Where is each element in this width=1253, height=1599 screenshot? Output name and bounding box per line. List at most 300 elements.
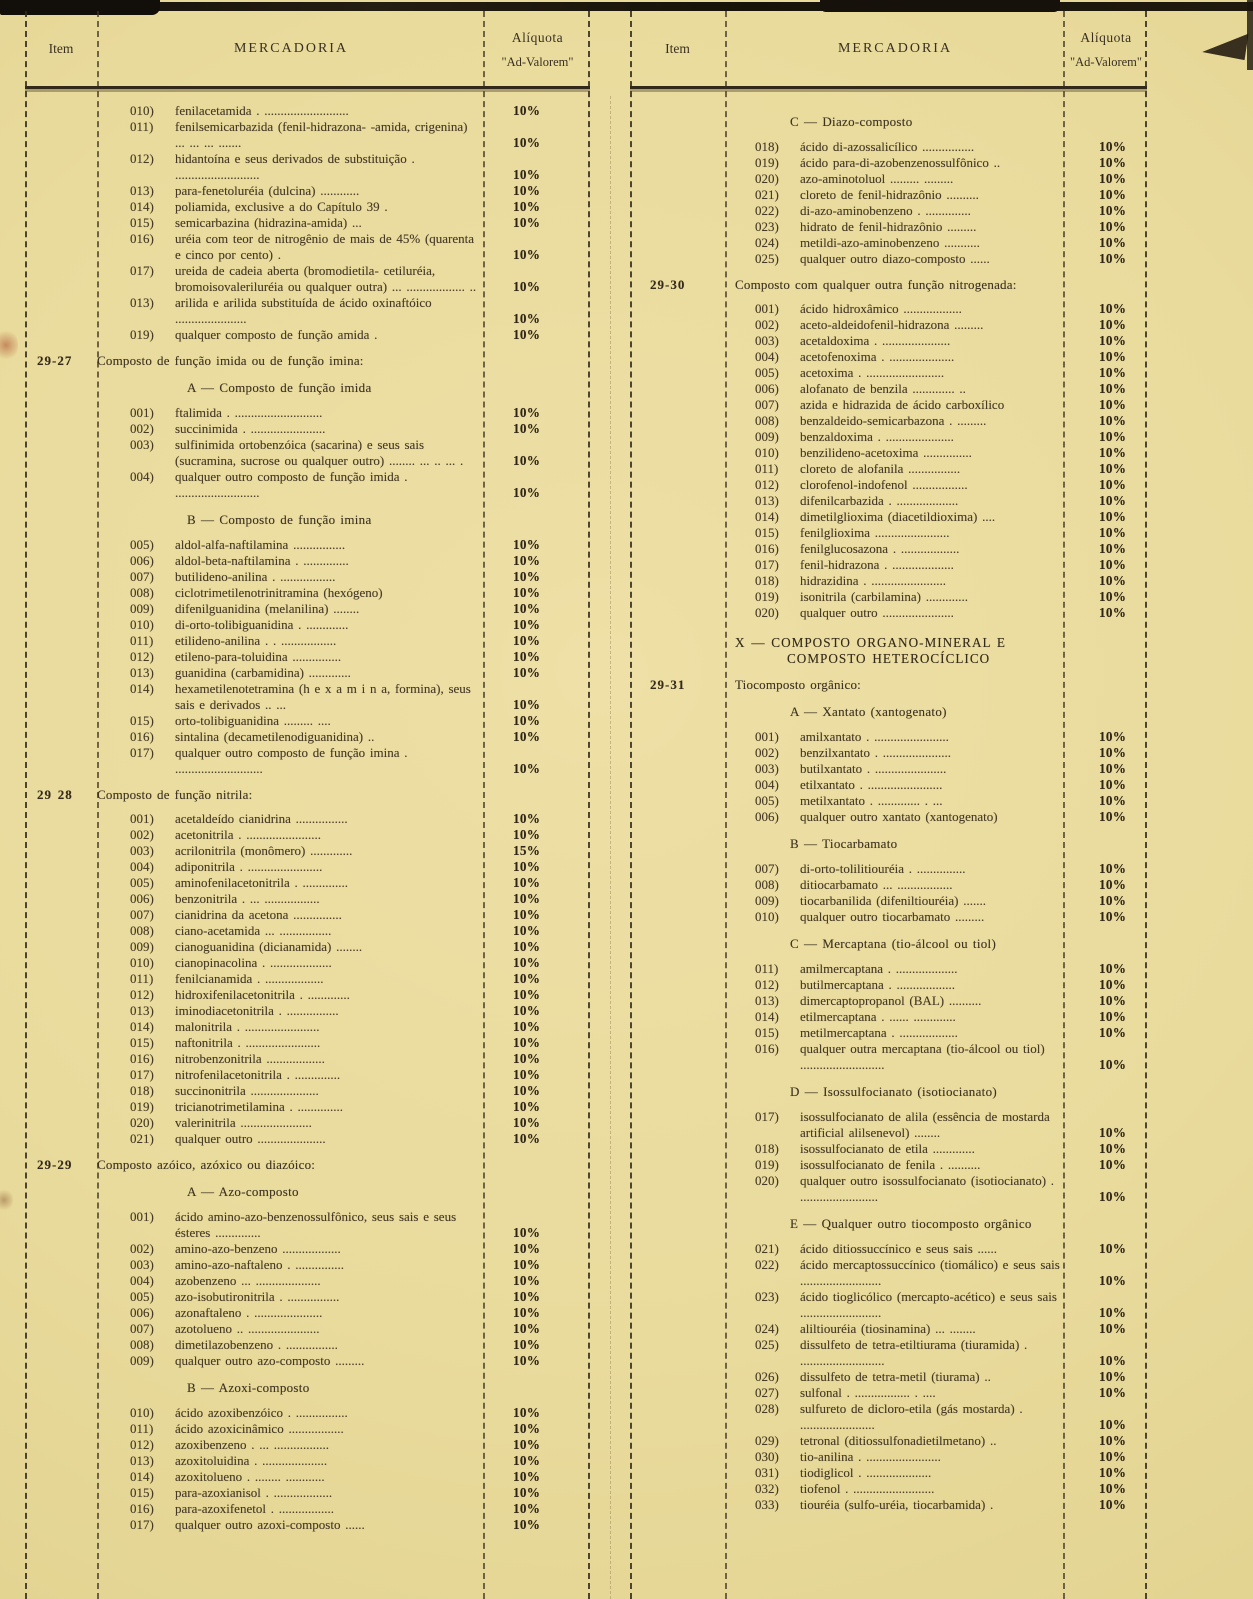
row-item-code: 020) (130, 1115, 154, 1130)
row-rate: 10% (513, 453, 541, 468)
section-row (25, 1157, 590, 1173)
column-header-aliquota (1065, 28, 1147, 70)
row-rate: 10% (513, 405, 541, 420)
row-rate: 10% (1099, 171, 1127, 186)
row-rate: 15% (513, 843, 541, 858)
row-description: nitrobenzonitrila .................. (175, 1051, 325, 1066)
row-rate: 10% (1099, 1481, 1127, 1496)
row-item-code: 010) (755, 909, 779, 924)
row-description: dissulfeto de tetra-metil (tiurama) .. (800, 1369, 991, 1384)
row-item-code: 008) (130, 585, 154, 600)
row-item-code: 011) (755, 961, 779, 976)
tariff-row (25, 553, 590, 569)
row-rate: 10% (513, 199, 541, 214)
row-item-code: 022) (755, 1257, 779, 1272)
scan-right-edge-mark (1247, 0, 1253, 70)
section-title: Composto azóico, azóxico ou diazóico: (97, 1157, 316, 1172)
row-description: amilxantato . ....................... (800, 729, 949, 744)
row-item-code: 006) (755, 809, 779, 824)
tariff-row (630, 809, 1147, 825)
row-item-code: 013) (130, 1003, 154, 1018)
row-item-code: 005) (130, 1289, 154, 1304)
row-item-code: 004) (130, 469, 154, 484)
row-rate: 10% (1099, 349, 1127, 364)
row-description: sulfureto de dicloro-etila (gás mostarda) . ....................... (800, 1401, 1023, 1432)
row-rate: 10% (513, 1067, 541, 1082)
row-description: benzilideno-acetoxima ............... (800, 445, 972, 460)
table-panel-right (630, 11, 1147, 1599)
row-rate: 10% (513, 1305, 541, 1320)
row-description: benzonitrila . ... ................. (175, 891, 320, 906)
row-description: ftalimida . ........................... (175, 405, 323, 420)
tariff-row (25, 421, 590, 437)
row-item-code: 012) (755, 977, 779, 992)
row-rate: 10% (513, 601, 541, 616)
row-item-code: 010) (130, 617, 154, 632)
row-item-code: 004) (130, 859, 154, 874)
row-item-code: 014) (130, 681, 154, 696)
row-item-code: 001) (130, 405, 154, 420)
row-description: poliamida, exclusive a do Capítulo 39 . (175, 199, 388, 214)
row-rate: 10% (513, 987, 541, 1002)
row-item-code: 021) (130, 1131, 154, 1146)
tariff-row (630, 877, 1147, 893)
row-description: orto-tolibiguanidina ......... .... (175, 713, 331, 728)
tariff-row (25, 1405, 590, 1421)
row-description: nitrofenilacetonitrila . .............. (175, 1067, 341, 1082)
row-description: ácido azoxicinâmico ................. (175, 1421, 344, 1436)
row-description: etilxantato . ....................... (800, 777, 943, 792)
row-description: butilideno-anilina . ................. (175, 569, 336, 584)
row-description: isossulfocianato de fenila . .......... (800, 1157, 981, 1172)
ad-valorem-label: "Ad-Valorem" (501, 54, 574, 69)
tariff-row (630, 729, 1147, 745)
row-rate: 10% (1099, 1189, 1127, 1204)
row-rate: 10% (513, 553, 541, 568)
row-description: ácido mercaptossuccínico (tiomálico) e seus sais ......................... (800, 1257, 1060, 1288)
row-item-code: 005) (130, 875, 154, 890)
tariff-row (630, 1241, 1147, 1257)
tariff-row (630, 381, 1147, 397)
row-item-code: 019) (755, 1157, 779, 1172)
row-rate: 10% (1099, 301, 1127, 316)
row-description: ureida de cadeia aberta (bromodietila- cetiluréia, bromoisovaleriluréia ou qualquer outra) ... .................. .. (175, 263, 477, 294)
row-rate: 10% (1099, 745, 1127, 760)
row-description: cianoguanidina (dicianamida) ........ (175, 939, 363, 954)
tariff-row (25, 601, 590, 617)
row-description: para-azoxianisol . .................. (175, 1485, 333, 1500)
tariff-row (630, 1449, 1147, 1465)
row-rate: 10% (513, 1099, 541, 1114)
row-rate: 10% (1099, 557, 1127, 572)
subsection-row (630, 936, 1147, 952)
row-rate: 10% (513, 167, 541, 182)
column-gutter-line (610, 96, 611, 1599)
row-description: di-orto-tolibiguanidina . ............. (175, 617, 349, 632)
row-rate: 10% (1099, 525, 1127, 540)
row-rate: 10% (1099, 251, 1127, 266)
row-item-code: 025) (755, 251, 779, 266)
subsection-title: E — Qualquer outro tiocomposto orgânico (790, 1216, 1032, 1231)
tariff-row (630, 745, 1147, 761)
row-rate: 10% (513, 1353, 541, 1368)
row-item-code: 008) (755, 413, 779, 428)
table-header (25, 11, 590, 89)
row-item-code: 014) (755, 509, 779, 524)
row-description: para-fenetoluréia (dulcina) ............ (175, 183, 360, 198)
row-description: ácido tioglicólico (mercapto-acético) e seus sais ......................... (800, 1289, 1057, 1320)
row-item-code: 019) (130, 327, 154, 342)
row-rate: 10% (1099, 333, 1127, 348)
row-description: qualquer outro ...................... (800, 605, 954, 620)
tariff-row (630, 961, 1147, 977)
row-item-code: 033) (755, 1497, 779, 1512)
row-item-code: 009) (130, 601, 154, 616)
row-rate: 10% (1099, 977, 1127, 992)
section-title: Tiocomposto orgânico: (735, 677, 861, 692)
row-rate: 10% (513, 891, 541, 906)
tariff-row (25, 469, 590, 501)
row-description: fenilacetamida . .......................... (175, 103, 349, 118)
row-item-code: 017) (755, 557, 779, 572)
row-item-code: 024) (755, 1321, 779, 1336)
row-item-code: 005) (755, 365, 779, 380)
row-rate: 10% (513, 1257, 541, 1272)
row-rate: 10% (1099, 1273, 1127, 1288)
row-rate: 10% (513, 971, 541, 986)
row-description: azoxitoluidina . .................... (175, 1453, 328, 1468)
tariff-row (25, 665, 590, 681)
section-title: Composto com qualquer outra função nitrogenada: (735, 277, 1017, 292)
row-item-code: 028) (755, 1401, 779, 1416)
tariff-row (25, 681, 590, 713)
row-description: fenilglucosazona . .................. (800, 541, 960, 556)
row-description: qualquer outro ..................... (175, 1131, 326, 1146)
row-rate: 10% (1099, 761, 1127, 776)
row-rate: 10% (513, 1115, 541, 1130)
row-item-code: 031) (755, 1465, 779, 1480)
column-header-mercadoria: MERCADORIA (837, 40, 953, 56)
row-description: aminofenilacetonitrila . .............. (175, 875, 349, 890)
row-rate: 10% (1099, 1353, 1127, 1368)
row-rate: 10% (513, 859, 541, 874)
row-description: aliltiouréia (tiosinamina) ... ........ (800, 1321, 976, 1336)
row-description: hidrato de fenil-hidrazônio ......... (800, 219, 977, 234)
row-item-code: 012) (130, 987, 154, 1002)
row-item-code: 003) (755, 761, 779, 776)
tariff-row (630, 1173, 1147, 1205)
subsection-title: A — Azo-composto (187, 1184, 299, 1199)
row-rate: 10% (513, 485, 541, 500)
tariff-row (630, 1465, 1147, 1481)
tariff-row (25, 215, 590, 231)
tariff-row (630, 893, 1147, 909)
row-item-code: 013) (130, 1453, 154, 1468)
row-rate: 10% (513, 1501, 541, 1516)
row-rate: 10% (513, 311, 541, 326)
row-rate: 10% (513, 569, 541, 584)
row-description: azoxibenzeno . ... ................. (175, 1437, 329, 1452)
row-item-code: 020) (755, 1173, 779, 1188)
tariff-row (630, 317, 1147, 333)
row-rate: 10% (1099, 219, 1127, 234)
tariff-row (630, 461, 1147, 477)
row-description: qualquer composto de função amida . (175, 327, 378, 342)
row-description: ácido amino-azo-benzenossulfônico, seus sais e seus ésteres .............. (175, 1209, 457, 1240)
row-rate: 10% (1099, 729, 1127, 744)
row-description: di-azo-aminobenzeno . .............. (800, 203, 971, 218)
tariff-row (25, 1437, 590, 1453)
row-description: di-orto-tolilitiouréia . ............... (800, 861, 966, 876)
row-description: qualquer outro composto de função imina . ........................... (175, 745, 408, 776)
tariff-row (630, 1481, 1147, 1497)
row-rate: 10% (513, 247, 541, 262)
tariff-row (630, 397, 1147, 413)
tariff-row (25, 119, 590, 151)
tariff-row (25, 437, 590, 469)
section-row (25, 787, 590, 803)
tariff-row (630, 589, 1147, 605)
row-item-code: 024) (755, 235, 779, 250)
row-description: acrilonitrila (monômero) ............. (175, 843, 353, 858)
row-description: ácido ditiossuccínico e seus sais ...... (800, 1241, 998, 1256)
row-description: adiponitrila . ....................... (175, 859, 323, 874)
row-description: qualquer outro azo-composto ......... (175, 1353, 365, 1368)
row-description: fenilcianamida . .................. (175, 971, 324, 986)
row-description: sulfonal . ................. . .... (800, 1385, 936, 1400)
row-rate: 10% (513, 1035, 541, 1050)
tariff-row (25, 617, 590, 633)
section-item-number: 29-27 (37, 353, 73, 368)
tariff-row (630, 509, 1147, 525)
tariff-row (25, 1257, 590, 1273)
row-item-code: 011) (130, 633, 154, 648)
row-rate: 10% (513, 1485, 541, 1500)
row-description: metilmercaptana . .................. (800, 1025, 958, 1040)
subsection-row (25, 1184, 590, 1200)
row-item-code: 018) (755, 573, 779, 588)
row-item-code: 015) (130, 713, 154, 728)
row-rate: 10% (1099, 1465, 1127, 1480)
row-item-code: 016) (130, 729, 154, 744)
subsection-title: B — Azoxi-composto (187, 1380, 310, 1395)
row-rate: 10% (1099, 541, 1127, 556)
row-item-code: 017) (130, 745, 154, 760)
row-description: naftonitrila . ....................... (175, 1035, 321, 1050)
row-item-code: 020) (755, 605, 779, 620)
row-description: hidantoína e seus derivados de substituição . .......................... (175, 151, 415, 182)
section-row (630, 277, 1147, 293)
row-description: aldol-beta-naftilamina . .............. (175, 553, 349, 568)
row-description: azonaftaleno . ..................... (175, 1305, 323, 1320)
row-rate: 10% (513, 697, 541, 712)
row-description: metildi-azo-aminobenzeno ........... (800, 235, 980, 250)
tariff-row (25, 1035, 590, 1051)
tariff-row (630, 235, 1147, 251)
tariff-row (25, 1241, 590, 1257)
row-description: difenilcarbazida . ................... (800, 493, 959, 508)
row-item-code: 019) (755, 589, 779, 604)
subsection-title: C — Diazo-composto (790, 114, 913, 129)
tariff-row (630, 1109, 1147, 1141)
tariff-row (630, 573, 1147, 589)
row-description: arilida e arilida substituída de ácido oxinaftóico ...................... (175, 295, 432, 326)
row-item-code: 007) (755, 397, 779, 412)
row-item-code: 007) (755, 861, 779, 876)
tariff-row (25, 923, 590, 939)
row-rate: 10% (1099, 1433, 1127, 1448)
row-item-code: 012) (130, 1437, 154, 1452)
row-rate: 10% (1099, 445, 1127, 460)
row-description: tiocarbanilida (difeniltiouréia) ....... (800, 893, 987, 908)
tariff-row (630, 1025, 1147, 1041)
row-rate: 10% (513, 1051, 541, 1066)
tariff-row (25, 263, 590, 295)
tariff-row (25, 649, 590, 665)
row-rate: 10% (1099, 509, 1127, 524)
row-item-code: 013) (130, 295, 154, 310)
tariff-row (25, 231, 590, 263)
row-item-code: 016) (130, 1051, 154, 1066)
row-item-code: 002) (755, 317, 779, 332)
tariff-row (25, 1067, 590, 1083)
tariff-row (25, 295, 590, 327)
row-description: ácido para-di-azobenzenossulfônico .. (800, 155, 1001, 170)
row-item-code: 020) (755, 171, 779, 186)
row-item-code: 012) (130, 151, 154, 166)
row-description: cianopinacolina . ................... (175, 955, 332, 970)
row-description: metilxantato . ............. . ... (800, 793, 943, 808)
row-item-code: 006) (755, 381, 779, 396)
row-item-code: 023) (755, 1289, 779, 1304)
row-rate: 10% (1099, 235, 1127, 250)
tariff-row (25, 1099, 590, 1115)
row-rate: 10% (513, 1289, 541, 1304)
tariff-row (630, 1041, 1147, 1073)
row-rate: 10% (513, 1241, 541, 1256)
tariff-row (630, 1369, 1147, 1385)
row-description: fenilsemicarbazida (fenil-hidrazona- -amida, crigenina) ... ... ... ....... (175, 119, 468, 150)
row-description: hidroxifenilacetonitrila . ............. (175, 987, 350, 1002)
row-item-code: 004) (130, 1273, 154, 1288)
row-item-code: 014) (130, 199, 154, 214)
row-description: fenilglioxima ....................... (800, 525, 950, 540)
tariff-row (630, 1321, 1147, 1337)
row-description: benzaldeido-semicarbazona . ......... (800, 413, 987, 428)
tariff-row (25, 1019, 590, 1035)
row-description: acetaldoxima . ..................... (800, 333, 951, 348)
row-description: butilmercaptana . .................. (800, 977, 955, 992)
tariff-row (25, 1421, 590, 1437)
tariff-row (630, 333, 1147, 349)
row-rate: 10% (1099, 365, 1127, 380)
tariff-row (25, 955, 590, 971)
ink-smudge (0, 1188, 13, 1212)
tariff-row (25, 1469, 590, 1485)
table-body (630, 89, 1147, 1599)
row-description: acetofenoxima . .................... (800, 349, 955, 364)
group-heading: X — COMPOSTO ORGANO-MINERAL E COMPOSTO HETEROCÍCLICO (735, 635, 1006, 666)
row-rate: 10% (1099, 413, 1127, 428)
row-rate: 10% (513, 1421, 541, 1436)
row-rate: 10% (1099, 793, 1127, 808)
aliquota-label: Alíquota (511, 29, 564, 45)
subsection-row (25, 1380, 590, 1396)
row-description: azotolueno .. ...................... (175, 1321, 320, 1336)
row-item-code: 016) (755, 541, 779, 556)
aliquota-label: Alíquota (1080, 29, 1132, 45)
row-description: isonitrila (carbilamina) ............. (800, 589, 968, 604)
row-rate: 10% (1099, 493, 1127, 508)
row-item-code: 002) (755, 745, 779, 760)
tariff-row (25, 1051, 590, 1067)
tariff-row (630, 777, 1147, 793)
row-item-code: 017) (130, 1067, 154, 1082)
row-item-code: 018) (130, 1083, 154, 1098)
row-description: difenilguanidina (melanilina) ........ (175, 601, 360, 616)
row-description: cloreto de fenil-hidrazônio .......... (800, 187, 979, 202)
row-item-code: 011) (755, 461, 779, 476)
row-rate: 10% (1099, 961, 1127, 976)
tariff-row (630, 1401, 1147, 1433)
subsection-title: B — Composto de função imina (187, 512, 372, 527)
row-item-code: 001) (755, 729, 779, 744)
row-description: acetaldeído cianidrina ................ (175, 811, 348, 826)
tariff-row (25, 713, 590, 729)
tariff-row (630, 525, 1147, 541)
row-item-code: 011) (130, 119, 154, 134)
row-rate: 10% (513, 215, 541, 230)
row-item-code: 001) (130, 1209, 154, 1224)
section-item-number: 29 28 (37, 787, 73, 802)
row-description: azobenzeno ... .................... (175, 1273, 321, 1288)
row-rate: 10% (1099, 155, 1127, 170)
row-rate: 10% (513, 1437, 541, 1452)
row-description: qualquer outro composto de função imida . .......................... (175, 469, 408, 500)
tariff-row (25, 183, 590, 199)
row-description: ditiocarbamato ... ................. (800, 877, 953, 892)
row-rate: 10% (1099, 397, 1127, 412)
subsection-row (630, 114, 1147, 130)
tariff-row (25, 907, 590, 923)
row-item-code: 017) (755, 1109, 779, 1124)
row-item-code: 009) (130, 939, 154, 954)
row-item-code: 016) (130, 231, 154, 246)
row-rate: 10% (513, 103, 541, 118)
row-item-code: 007) (130, 569, 154, 584)
row-rate: 10% (1099, 1321, 1127, 1336)
row-rate: 10% (513, 1321, 541, 1336)
row-item-code: 010) (130, 955, 154, 970)
row-rate: 10% (1099, 1449, 1127, 1464)
row-description: uréia com teor de nitrogênio de mais de 45% (quarenta e cinco por cento) . (175, 231, 475, 262)
row-item-code: 011) (130, 1421, 154, 1436)
row-rate: 10% (513, 923, 541, 938)
tariff-row (630, 557, 1147, 573)
row-rate: 10% (1099, 1497, 1127, 1512)
row-rate: 10% (1099, 861, 1127, 876)
row-item-code: 013) (130, 665, 154, 680)
row-item-code: 013) (755, 493, 779, 508)
tariff-row (630, 1337, 1147, 1369)
row-item-code: 004) (755, 349, 779, 364)
tariff-row (630, 761, 1147, 777)
row-item-code: 030) (755, 1449, 779, 1464)
row-item-code: 007) (130, 1321, 154, 1336)
row-item-code: 027) (755, 1385, 779, 1400)
row-rate: 10% (1099, 1241, 1127, 1256)
row-description: clorofenol-indofenol ................. (800, 477, 968, 492)
